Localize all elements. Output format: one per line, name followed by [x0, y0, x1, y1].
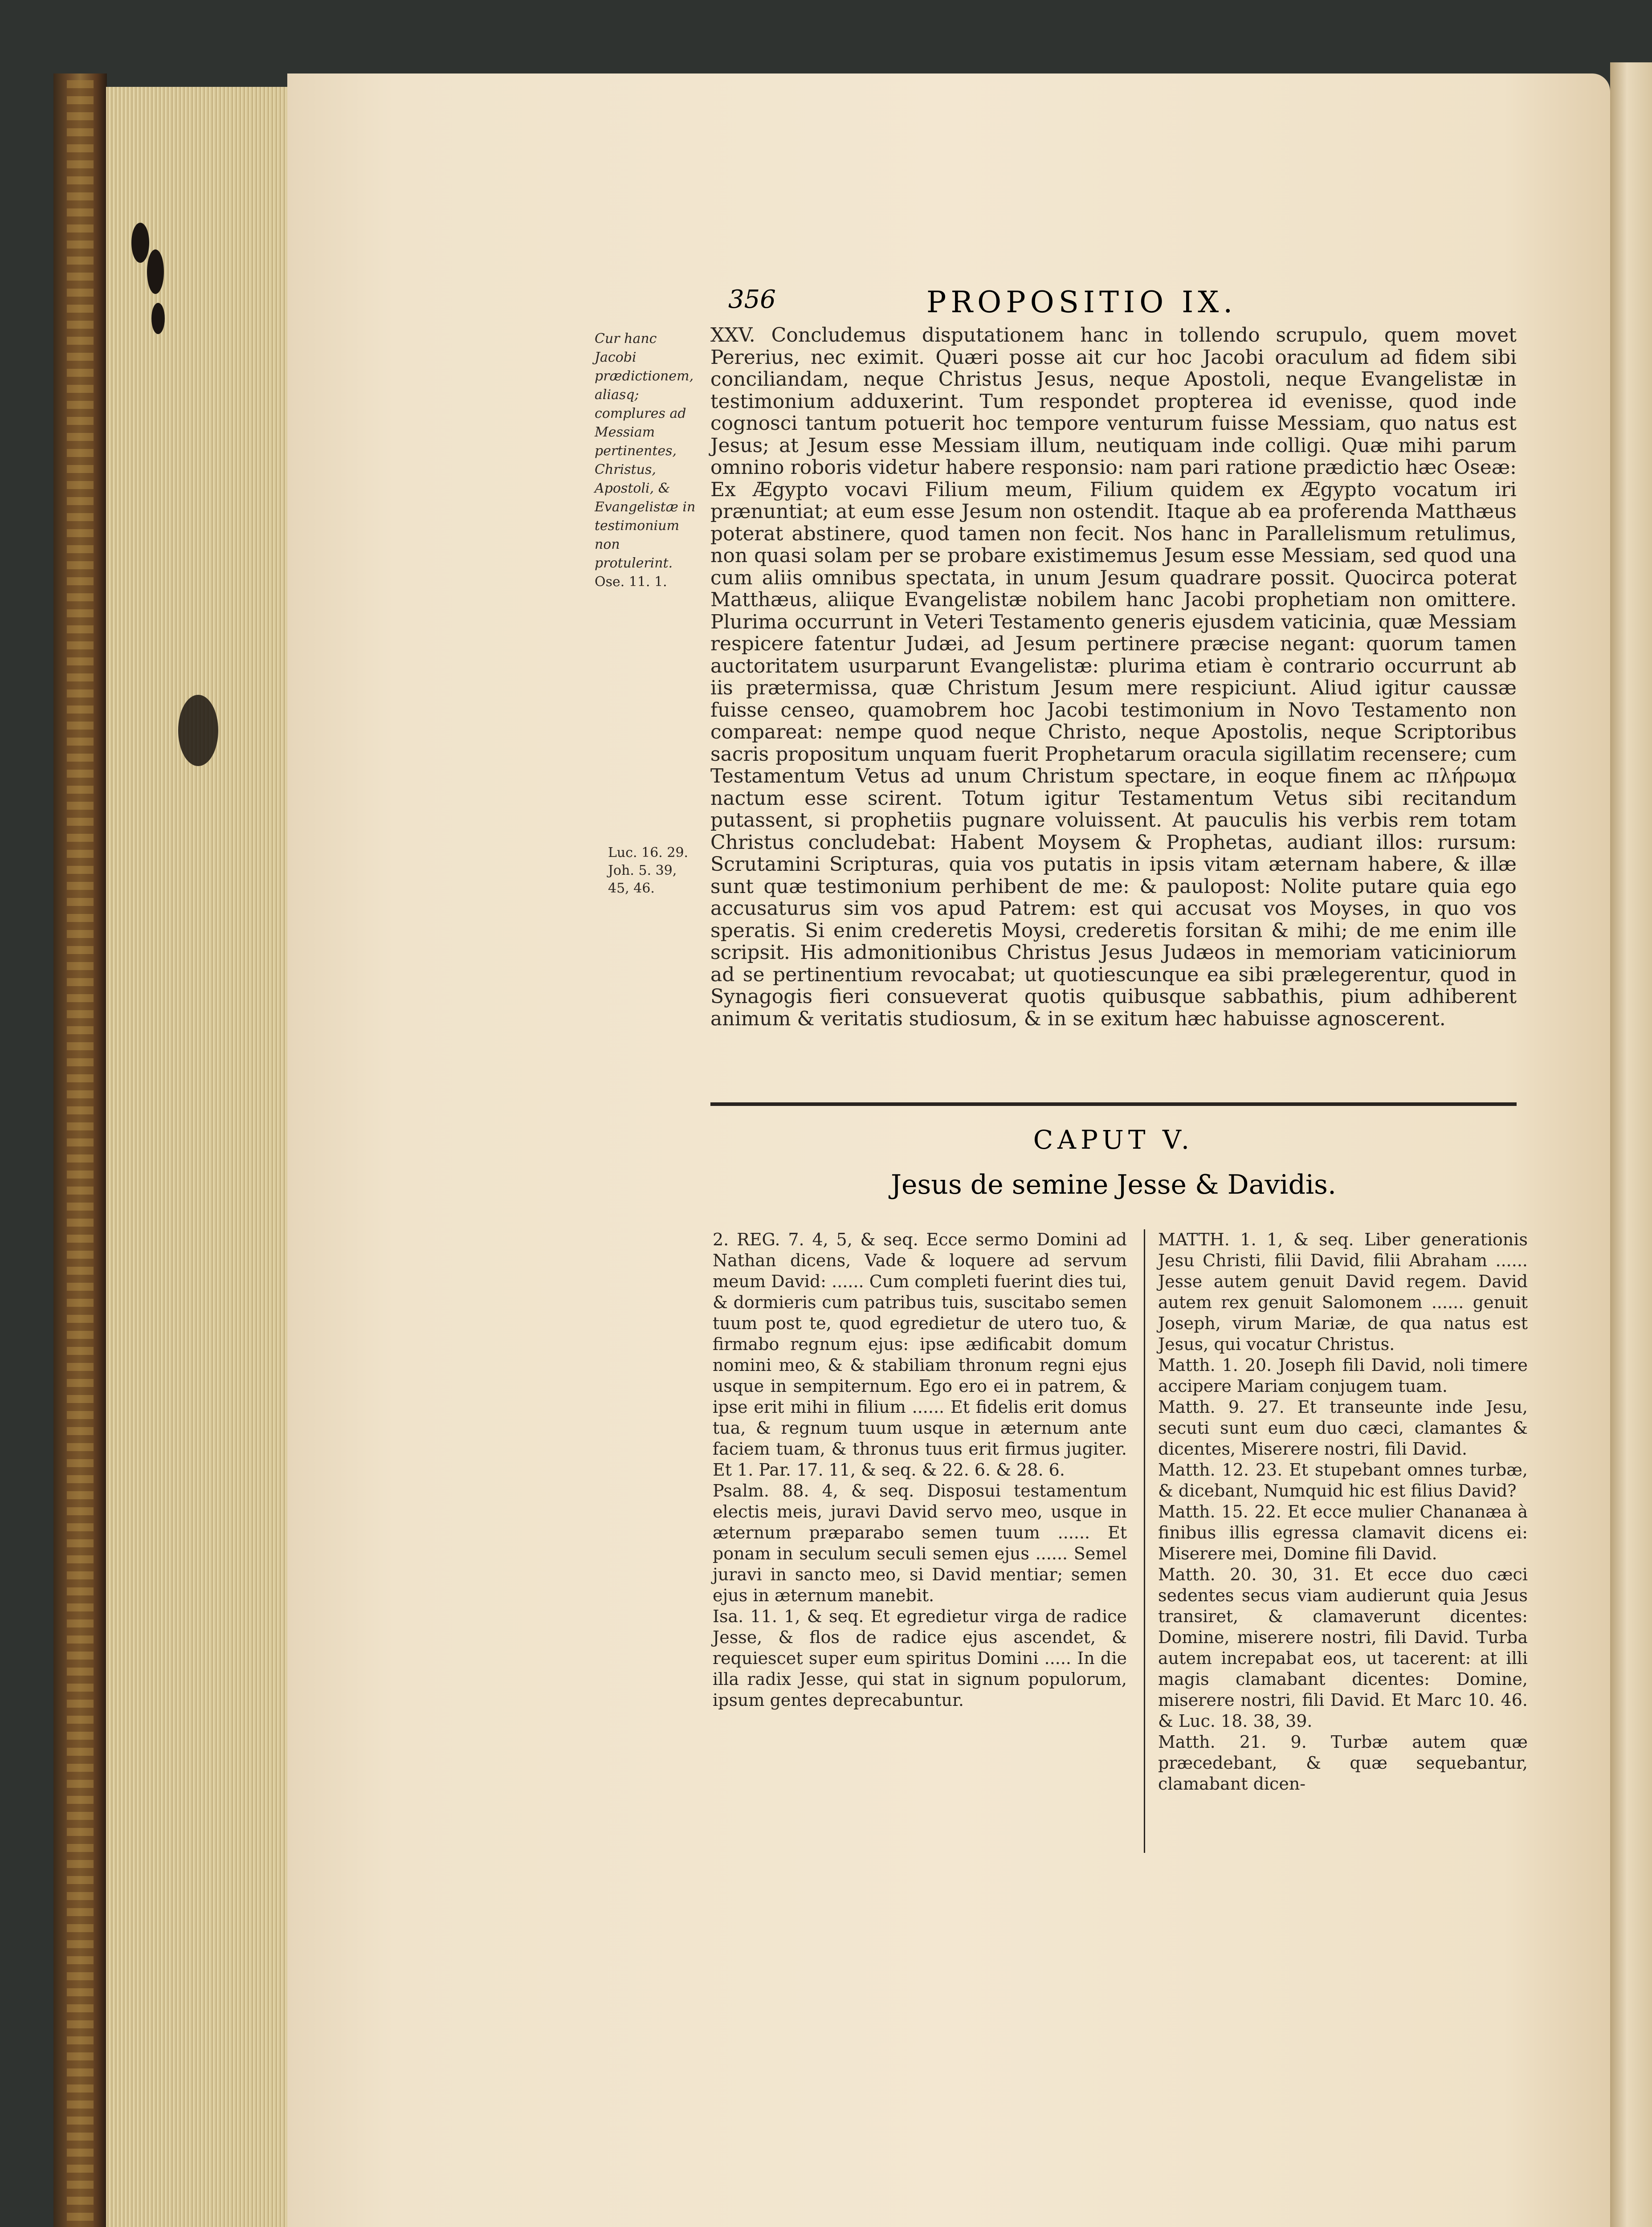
scripture-passage: Psalm. 88. 4, & seq. Disposui testamentum electis meis, juravi David servo meo, usque in æternum præparabo semen tuum ...... Et ponam in seculum seculi semen ejus ...... Semel juravi in sancto meo, si David mentiar; semen ejus in æternum manebit.	[713, 1481, 1127, 1605]
section-body: XXV. Concludemus disputationem hanc in tollendo scrupulo, quem movet Pererius, nec eximit. Quæri posse ait cur hoc Jacobi oraculum ad fidem sibi conciliandam, neque Christus Jesus, neque Apostoli, neque Evangelistæ in testimonium adduxerint. Tum respondet propterea id evenisse, quod inde cognosci tantum potuerit hoc tempore venturum fuisse Messiam, quo natus est Jesus; at Jesum esse Messiam illum, neutiquam inde colligi. Quæ mihi parum omnino roboris videtur habere responsio: nam pari ratione prædictio hæc Oseæ: Ex Ægypto vocavi Filium meum, Filium quidem ex Ægypto vocatum iri prænuntiat; at eum esse Jesum non ostendit. Itaque ab ea proferenda Matthæus poterat abstinere, quod tamen non fecit. Nos hanc in Parallelismum retulimus, non quasi solam per se probare existimemus Jesum esse Messiam, sed quod una cum aliis omnibus spectata, in unum Jesum quadrare possit. Quocirca poterat Matthæus, aliique Evangelistæ nobilem hanc Jacobi prophetiam non omittere. Plurima occurrunt in Veteri Testamento generis ejusdem vaticinia, quæ Messiam respicere fatentur Judæi, ad Jesum pertinere præcise negant: quorum tamen auctoritatem usurparunt Evangelistæ: plurima etiam è contrario occurrunt ab iis prætermissa, quæ Christum Jesum mere respiciunt. Aliud igitur caussæ fuisse censeo, quamobrem hoc Jacobi testimonium in Novo Testamento non compareat: nempe quod neque Christo, neque Apostolis, neque Scriptoribus sacris propositum unquam fuerit Prophetarum oracula sigillatim recensere; cum Testamentum Vetus ad unum Christum spectare, in eoque finem ac πλήρωμα nactum esse scirent. Totum igitur Testamentum Vetus sibi recitandum putassent, si prophetiis pugnare voluissent. At pauculis his verbis rem totam Christus concludebat: Habent Moysem & Prophetas, audiant illos: rursum: Scrutamini Scripturas, quia vos putatis in ipsis vitam æternam habere, & illæ sunt quæ testimonium perhibent de me: & paulopost: Nolite putare quia ego accusaturus sim vos apud Patrem: est qui accusat vos Moyses, in quo vos speratis. Si enim crederetis Moysi, crederetis forsitan & mihi; de me enim ille scripsit. His admonitionibus Christus Jesus Judæos in memoriam vaticiniorum ad se pertinentium revocabat; ut quotiescunque ea sibi prælegerentur, quod in Synagogis fieri consueverat quotis quibusque sabbathis, pium adhiberent animum & veritatis studiosum, & in se exitum hæc habuisse agnoscerent.	[710, 324, 1517, 1030]
ink-stain	[131, 223, 149, 263]
page-number: 356	[728, 285, 776, 314]
binding-decoration	[67, 80, 94, 2227]
scripture-passage: Matth. 20. 30, 31. Et ecce duo cæci sedentes secus viam audierunt quia Jesus transiret, & clamaverunt dicentes: Domine, miserere nostri, fili David. Turba autem increpabat eos, ut tacerent: at illi magis clamabant dicentes: Domine, miserere nostri, fili David. Et Marc 10. 46. & Luc. 18. 38, 39.	[1158, 1565, 1528, 1731]
scripture-passage: Matth. 21. 9. Turbæ autem quæ præcedebant, & quæ sequebantur, clamabant dicen-	[1158, 1732, 1528, 1794]
scripture-passage: Matth. 15. 22. Et ecce mulier Chananæa à finibus illis egressa clamavit dicens ei: Miserere mei, Domine fili David.	[1158, 1502, 1528, 1563]
chapter-title: CAPUT V.	[1033, 1125, 1194, 1155]
running-title: PROPOSITIO IX.	[926, 285, 1237, 319]
margin-note-text: Cur hanc Jacobi prædictionem, aliasq; complures ad Messiam pertinentes, Christus, Apostoli, & Evangelistæ in testimonium non protulerint.	[595, 331, 696, 571]
facing-page-edge	[1610, 62, 1652, 2227]
page-header	[548, 285, 1514, 325]
column-divider	[1144, 1229, 1145, 1853]
scripture-passage: Matth. 12. 23. Et stupebant omnes turbæ, & dicebant, Numquid hic est filius David?	[1158, 1460, 1528, 1501]
margin-reference: Ose. 11. 1.	[595, 574, 667, 590]
ink-stain	[178, 695, 218, 766]
margin-reference: Joh. 5. 39, 45, 46.	[608, 863, 677, 896]
scripture-passage: Matth. 9. 27. Et transeunte inde Jesu, secuti sunt eum duo cæci, clamantes & dicentes, Miserere nostri, fili David.	[1158, 1397, 1528, 1459]
ink-stain	[151, 303, 165, 334]
ink-stain	[147, 249, 164, 294]
scripture-passage: Matth. 1. 20. Joseph fili David, noli timere accipere Mariam conjugem tuam.	[1158, 1355, 1528, 1396]
margin-references	[608, 844, 697, 897]
margin-reference: Luc. 16. 29.	[608, 845, 689, 861]
chapter-subtitle: Jesus de semine Jesse & Davidis.	[890, 1169, 1337, 1200]
scripture-passage: Isa. 11. 1, & seq. Et egredietur virga de radice Jesse, & flos de radice ejus ascendet, & requiescet super eum spiritus Domini ..... In die illa radix Jesse, qui stat in signum populorum, ipsum gentes deprecabuntur.	[713, 1607, 1127, 1710]
scripture-passage: MATTH. 1. 1, & seq. Liber generationis Jesu Christi, filii David, filii Abraham ...... Jesse autem genuit David regem. David autem rex genuit Salomonem ...... genuit Joseph, virum Mariæ, de qua natus est Jesus, qui vocatur Christus.	[1158, 1230, 1528, 1354]
page-block-edge	[106, 87, 289, 2227]
left-column	[713, 1229, 1127, 1711]
scripture-passage: 2. REG. 7. 4, 5, & seq. Ecce sermo Domini ad Nathan dicens, Vade & loquere ad servum meum David: ...... Cum completi fuerint dies tui, & dormieris cum patribus tuis, suscitabo semen tuum post te, quod egredietur de utero tuo, & firmabo regnum ejus: ipse ædificabit domum nomini meo, & & stabiliam thronum regni ejus usque in sempiternum. Ego ero ei in patrem, & ipse erit mihi in filium ...... Et fidelis erit domus tua, & regnum tuum usque in æternum ante faciem tuam, & thronus tuus erit firmus jugiter. Et 1. Par. 17. 11, & seq. & 22. 6. & 28. 6.	[713, 1230, 1127, 1480]
section-rule	[710, 1102, 1517, 1106]
margin-note	[595, 330, 697, 591]
right-column	[1158, 1229, 1528, 1795]
